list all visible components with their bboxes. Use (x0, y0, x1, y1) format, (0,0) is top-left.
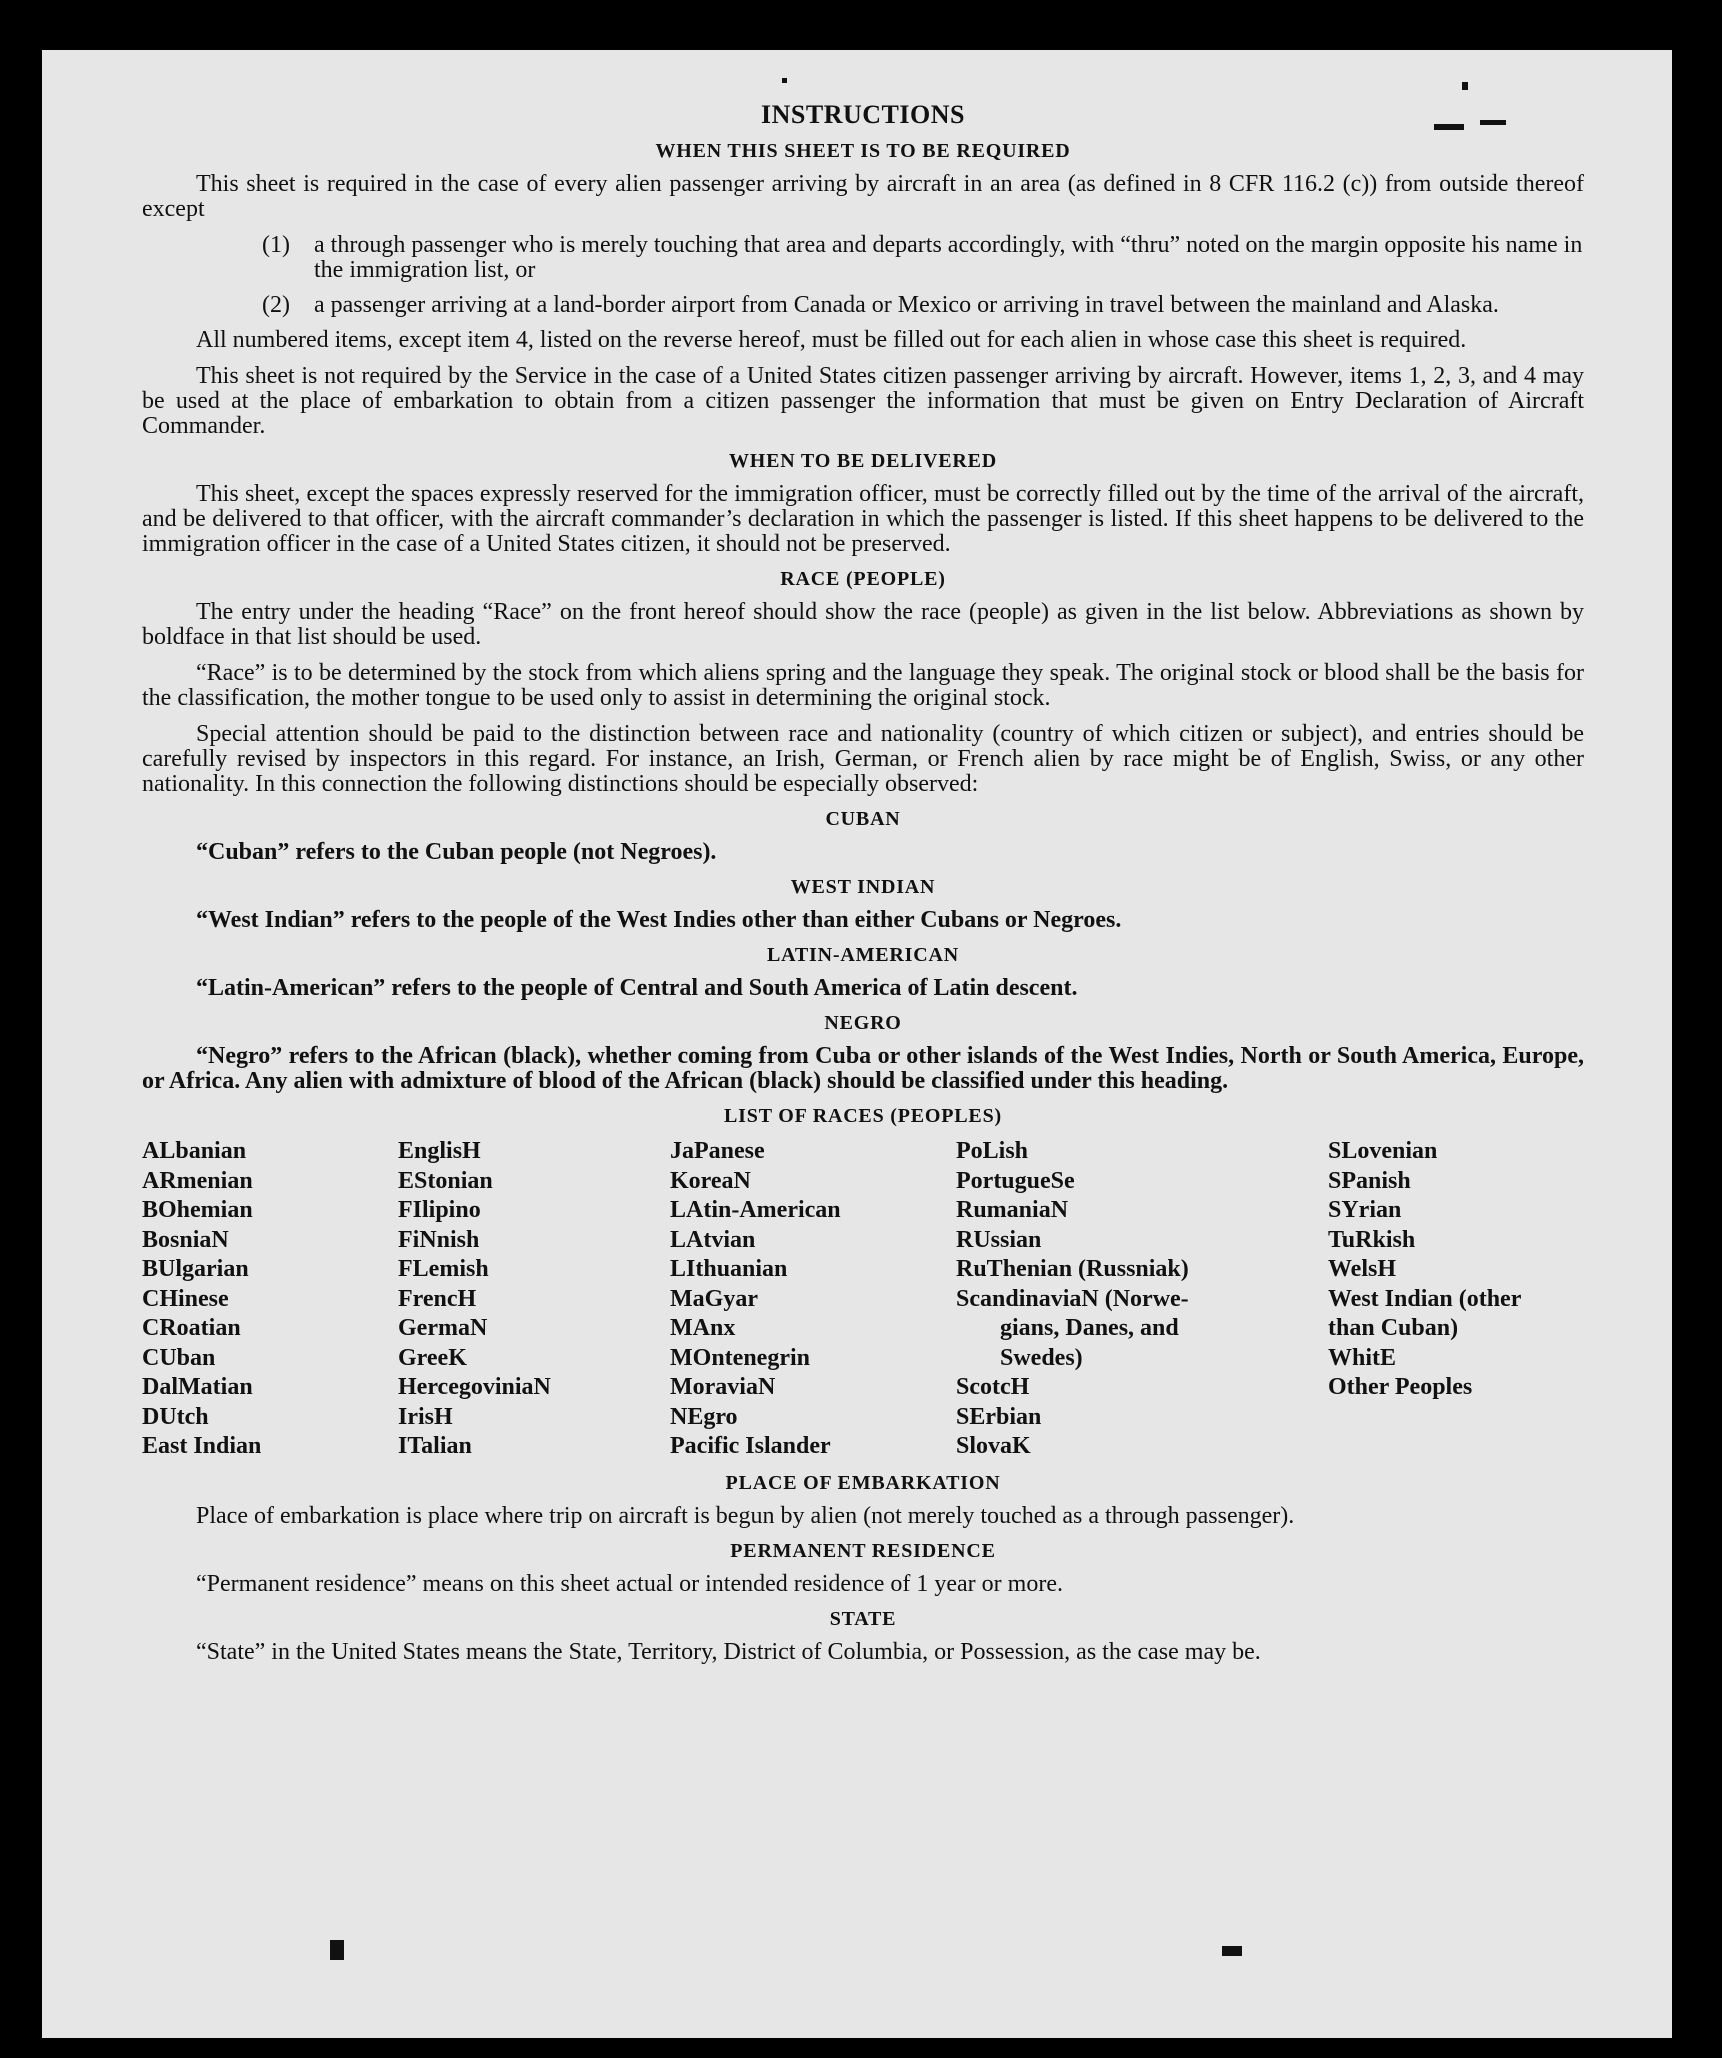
race-column (1328, 1137, 1584, 1462)
list-item (142, 233, 1584, 283)
race-entry: EStonian (398, 1167, 493, 1194)
paragraph: “Permanent residence” means on this sheet actual or intended residence of 1 year or more. (196, 1570, 1063, 1597)
race-entry: CUban (142, 1344, 216, 1371)
race-column (398, 1137, 670, 1462)
race-entry: KoreaN (670, 1167, 751, 1194)
section-heading: CUBAN (825, 808, 901, 830)
section-heading: LIST OF RACES (PEOPLES) (724, 1105, 1002, 1127)
race-entry: SlovaK (956, 1433, 1031, 1459)
race-entry: NEgro (670, 1403, 738, 1430)
scan-mark (1222, 1946, 1242, 1956)
race-entry: HercegoviniaN (398, 1374, 551, 1400)
race-entry: MoraviaN (670, 1374, 776, 1400)
section-heading: PERMANENT RESIDENCE (730, 1539, 996, 1562)
race-entry: BosniaN (142, 1226, 229, 1253)
race-entry: ARmenian (142, 1167, 253, 1194)
race-column (956, 1137, 1328, 1462)
race-entry: SErbian (956, 1403, 1042, 1430)
race-entry: LAtvian (670, 1226, 756, 1253)
race-entry: PortugueSe (956, 1167, 1075, 1194)
paragraph: Special attention should be paid to the distinction between race and nationality (country of which citizen or subject), and entries should be carefully revised by inspectors in this regard. For instance, an Irish, German, or French alien by race might be of English, Swiss, or any other nationality. In this connection the following distinctions should be especially observed: (142, 721, 1584, 797)
race-entry: JaPanese (670, 1138, 765, 1164)
race-entry: RUssian (956, 1226, 1042, 1253)
scan-mark (330, 1940, 344, 1960)
page-title: INSTRUCTIONS (761, 100, 965, 129)
paragraph: This sheet is required in the case of every alien passenger arriving by aircraft in an area (as defined in 8 CFR 116.2 (c)) from outside thereof except (142, 171, 1584, 222)
race-entry: LIthuanian (670, 1256, 788, 1282)
race-entry: BOhemian (142, 1197, 253, 1223)
race-entry: West Indian (other (1328, 1285, 1522, 1312)
race-entry: East Indian (142, 1433, 262, 1459)
race-entry: IrisH (398, 1403, 453, 1430)
race-entry: CHinese (142, 1285, 229, 1312)
race-entry: MaGyar (670, 1285, 758, 1312)
section-heading: RACE (PEOPLE) (780, 568, 946, 590)
definition: “Latin-American” refers to the people of Central and South America of Latin descent. (196, 975, 1078, 1001)
section-heading: WHEN THIS SHEET IS TO BE REQUIRED (655, 140, 1071, 162)
section-heading: WEST INDIAN (790, 876, 936, 898)
race-entry: than Cuban) (1328, 1315, 1459, 1341)
section-heading: WHEN TO BE DELIVERED (728, 450, 998, 472)
section-heading: STATE (829, 1607, 897, 1630)
race-entry: EnglisH (398, 1138, 481, 1164)
item-text: a passenger arriving at a land-border airport from Canada or Mexico or arriving in travel between the mainland and Alaska. (314, 292, 1499, 318)
race-entry: TuRkish (1328, 1226, 1416, 1253)
race-entry: WelsH (1328, 1256, 1397, 1282)
race-entry: MAnx (670, 1315, 736, 1341)
race-entry: ScotcH (956, 1374, 1030, 1400)
race-entry: Swedes) (1000, 1344, 1083, 1371)
section-heading: LATIN-AMERICAN (767, 944, 959, 966)
paragraph: “State” in the United States means the State, Territory, District of Columbia, or Possession, as the case may be. (196, 1638, 1261, 1665)
definition: “Cuban” refers to the Cuban people (not Negroes). (196, 839, 717, 865)
race-entry: SLovenian (1328, 1138, 1438, 1164)
race-entry: Other Peoples (1328, 1374, 1473, 1400)
paragraph: “Negro” refers to the African (black), whether coming from Cuba or other islands of the West Indies, North or South America, Europe, or Africa. Any alien with admixture of blood of the African (black) should be classified under this heading. (142, 1043, 1584, 1094)
scan-mark (1462, 82, 1468, 90)
race-entry: FrencH (398, 1285, 477, 1312)
race-entry: RumaniaN (956, 1197, 1069, 1223)
race-entry: PoLish (956, 1138, 1029, 1164)
section-heading: NEGRO (824, 1012, 902, 1034)
paragraph: All numbered items, except item 4, listed on the reverse hereof, must be filled out for each alien in whose case this sheet is required. (196, 327, 1467, 353)
document-page (42, 50, 1672, 2038)
race-entry: MOntenegrin (670, 1344, 810, 1371)
paragraph: This sheet, except the spaces expressly reserved for the immigration officer, must be correctly filled out by the time of the arrival of the aircraft, and be delivered to that officer, with the aircraft commander’s declaration in which the passenger is listed. If this sheet happens to be delivered to the immigration officer in the case of a United States citizen, it should not be preserved. (142, 481, 1584, 557)
paragraph: “Race” is to be determined by the stock from which aliens spring and the language they speak. The original stock or blood shall be the basis for the classification, the mother tongue to be used only to assist in determining the original stock. (142, 660, 1584, 711)
race-entry: FiNnish (398, 1226, 480, 1253)
instructions-content (142, 100, 1584, 1676)
race-entry: CRoatian (142, 1315, 241, 1341)
paragraph: This sheet is not required by the Service in the case of a United States citizen passenger arriving by aircraft. However, items 1, 2, 3, and 4 may be used at the place of embarkation to obtain from a citizen passenger the information that must be given on Entry Declaration of Aircraft Commander. (142, 363, 1584, 439)
paragraph: The entry under the heading “Race” on the front hereof should show the race (people) as given in the list below. Abbreviations as shown by boldface in that list should be used. (142, 599, 1584, 650)
item-number: (2) (262, 292, 290, 318)
race-entry: RuThenian (Russniak) (956, 1256, 1189, 1282)
race-entry: ITalian (398, 1433, 472, 1459)
scan-mark (782, 78, 787, 83)
race-entry: WhitE (1328, 1344, 1397, 1371)
paragraph: Place of embarkation is place where trip on aircraft is begun by alien (not merely touched as a through passenger). (196, 1502, 1295, 1529)
race-entry: GreeK (398, 1344, 467, 1371)
item-number: (1) (262, 232, 290, 258)
race-column (670, 1137, 956, 1462)
section-heading: PLACE OF EMBARKATION (725, 1471, 1001, 1494)
race-entry: FIlipino (398, 1197, 481, 1223)
race-entry: SPanish (1328, 1167, 1411, 1194)
race-entry: DUtch (142, 1403, 209, 1430)
list-item (142, 293, 1584, 318)
race-entry: DalMatian (142, 1374, 253, 1400)
item-text: a through passenger who is merely touching that area and departs accordingly, with “thru” noted on the margin opposite his name in the immigration list, or (314, 232, 1583, 283)
race-entry: SYrian (1328, 1197, 1402, 1223)
race-entry: FLemish (398, 1256, 489, 1282)
race-list (142, 1137, 1584, 1462)
race-entry: ALbanian (142, 1138, 247, 1164)
race-entry: Pacific Islander (670, 1433, 831, 1459)
race-entry: GermaN (398, 1315, 488, 1341)
definition: “West Indian” refers to the people of the West Indies other than either Cubans or Negroes. (196, 907, 1122, 933)
race-entry: gians, Danes, and (1000, 1315, 1179, 1341)
race-entry: LAtin-American (670, 1197, 841, 1223)
race-column (142, 1137, 398, 1462)
race-entry: ScandinaviaN (Norwe- (956, 1285, 1189, 1312)
race-entry: BUlgarian (142, 1256, 249, 1282)
